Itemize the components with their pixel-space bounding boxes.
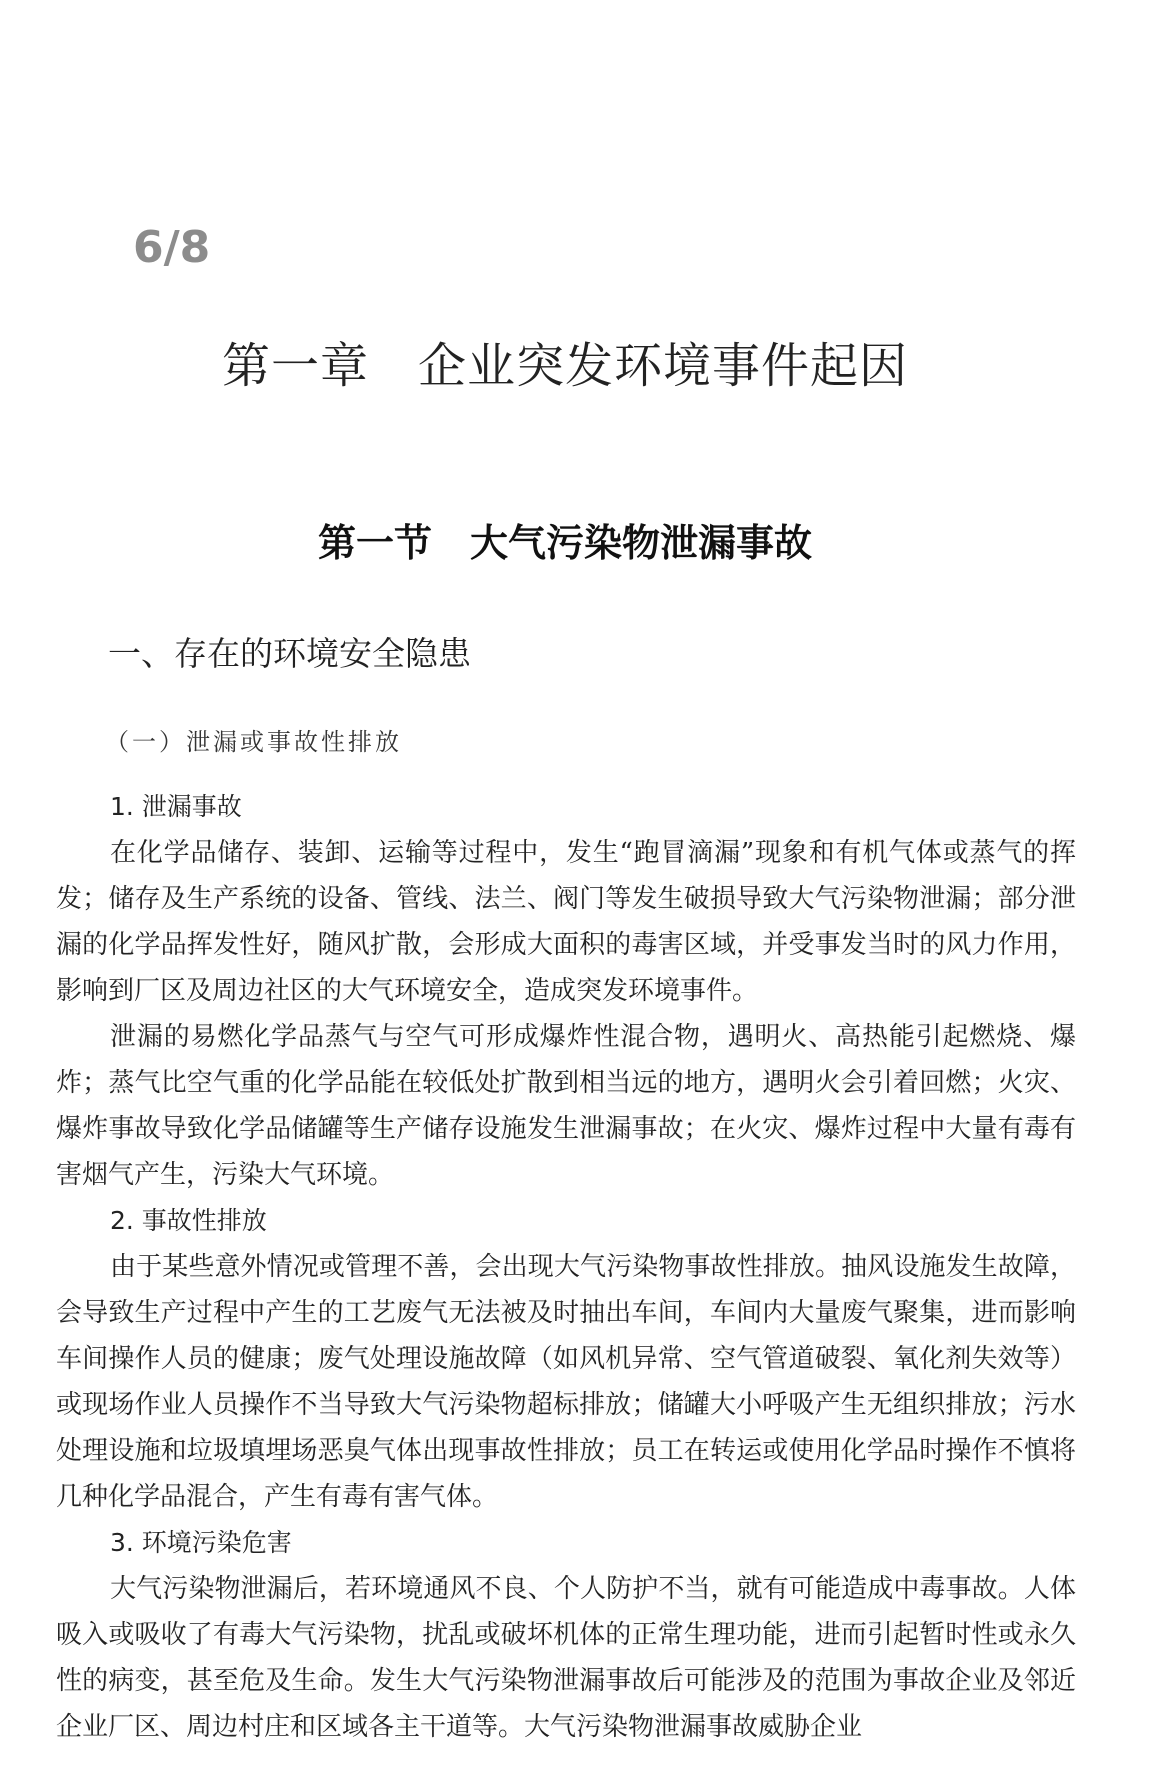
subsection-title: 2. 事故性排放 — [110, 1206, 267, 1235]
paragraph: 由于某些意外情况或管理不善，会出现大气污染物事故性排放。抽风设施发生故障，会导致生产过程中产生的工艺废气无法被及时抽出车间，车间内大量废气聚集，进而影响车间操作人员的健康；废气处理设施故障（如风机异常、空气管道破裂、氧化剂失效等）或现场作业人员操作不当导致大气污染物超标排放；储罐大小呼吸产生无组织排放；污水处理设施和垃圾填埋场恶臭气体出现事故性排放；员工在转运或使用化学品时操作不慎将几种化学品混合，产生有毒有害气体。 — [56, 1252, 1076, 1512]
page-counter: 6/8 — [133, 222, 211, 273]
heading-level-2: （一）泄漏或事故性排放 — [105, 728, 402, 756]
section-title: 第一节 大气污染物泄漏事故 — [317, 520, 812, 565]
paragraph: 在化学品储存、装卸、运输等过程中，发生“跑冒滴漏”现象和有机气体或蒸气的挥发；储存及生产系统的设备、管线、法兰、阀门等发生破损导致大气污染物泄漏；部分泄漏的化学品挥发性好，随风扩散，会形成大面积的毒害区域，并受事发当时的风力作用，影响到厂区及周边社区的大气环境安全，造成突发环境事件。 — [56, 838, 1076, 1006]
heading-level-1: 一、存在的环境安全隐患 — [108, 634, 471, 673]
chapter-title: 第一章 企业突发环境事件起因 — [221, 338, 908, 394]
subsection-1 — [56, 784, 1076, 1750]
subsection-title: 1. 泄漏事故 — [110, 792, 242, 821]
paragraph: 泄漏的易燃化学品蒸气与空气可形成爆炸性混合物，遇明火、高热能引起燃烧、爆炸；蒸气比空气重的化学品能在较低处扩散到相当远的地方，遇明火会引着回燃；火灾、爆炸事故导致化学品储罐等生产储存设施发生泄漏事故；在火灾、爆炸过程中大量有毒有害烟气产生，污染大气环境。 — [56, 1022, 1076, 1190]
paragraph: 大气污染物泄漏后，若环境通风不良、个人防护不当，就有可能造成中毒事故。人体吸入或吸收了有毒大气污染物，扰乱或破坏机体的正常生理功能，进而引起暂时性或永久性的病变，甚至危及生命。发生大气污染物泄漏事故后可能涉及的范围为事故企业及邻近企业厂区、周边村庄和区域各主干道等。大气污染物泄漏事故威胁企业 — [56, 1574, 1076, 1742]
subsection-title: 3. 环境污染危害 — [110, 1528, 292, 1557]
